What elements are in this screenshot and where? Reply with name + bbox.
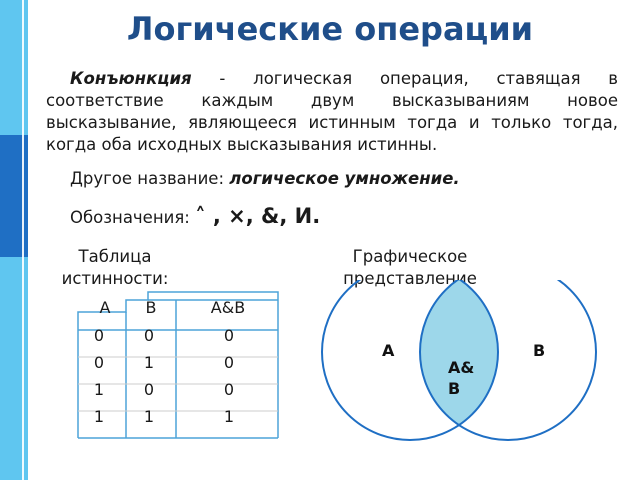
definition-text: - логическая операция, ставящая в соответствие каждым двум высказываниям новое высказывание, являющееся истинным тогда и только тогда, когда оба исходных высказывания истинны. — [46, 69, 618, 154]
table-header-b: B — [145, 298, 157, 317]
table-cell: 0 — [223, 326, 235, 345]
venn-label-b: B — [533, 341, 546, 360]
notation-label: Обозначения: — [70, 208, 190, 227]
table-cell: 0 — [93, 353, 105, 372]
table-cell: 0 — [143, 380, 155, 399]
table-cell: 1 — [143, 407, 155, 426]
table-header-a: A — [99, 298, 111, 317]
sidebar-divider — [22, 0, 24, 480]
definition-term: Конъюнкция — [70, 69, 192, 88]
graph-caption: Графическое представление — [343, 247, 477, 288]
table-cell: 0 — [223, 353, 235, 372]
venn-diagram — [320, 280, 620, 480]
other-name-value: логическое умножение. — [229, 169, 460, 188]
venn-svg — [320, 280, 620, 480]
notation-line — [70, 204, 320, 228]
table-cell: 0 — [93, 326, 105, 345]
truth-table-caption: Таблица истинности: — [61, 247, 169, 288]
table-cell: 1 — [143, 353, 155, 372]
notation-symbols: ˄ , ×, &, И. — [195, 204, 321, 228]
table-cell: 1 — [93, 380, 105, 399]
other-name-label: Другое название: — [70, 169, 225, 188]
table-header-ab: A&B — [210, 298, 246, 317]
other-name-line — [70, 169, 460, 188]
page-title: Логические операции — [126, 10, 534, 48]
table-cell: 1 — [223, 407, 235, 426]
truth-table — [76, 290, 280, 440]
venn-label-intersection-line1: A& — [448, 358, 475, 377]
sidebar-decoration — [0, 0, 28, 480]
table-cell: 1 — [93, 407, 105, 426]
table-cell: 0 — [223, 380, 235, 399]
definition-paragraph — [46, 68, 618, 156]
venn-label-a: A — [382, 341, 395, 360]
venn-label-intersection-line2: B — [448, 379, 461, 398]
table-cell: 0 — [143, 326, 155, 345]
